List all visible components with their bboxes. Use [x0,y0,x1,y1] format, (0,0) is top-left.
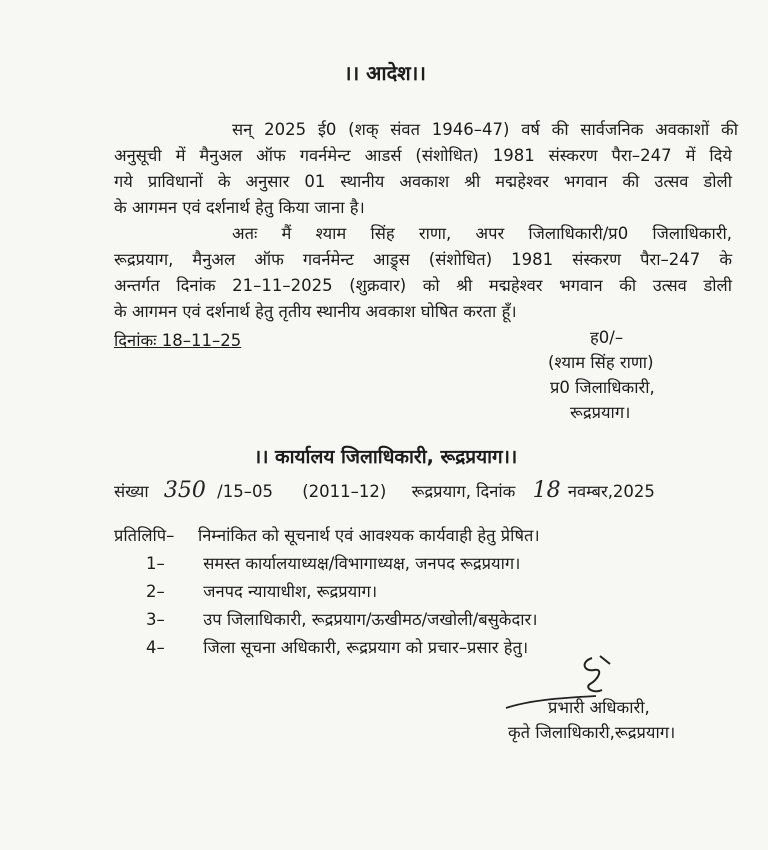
para2-line-1: अतः मैं श्याम सिंह राणा, अपर जिलाधिकारी/प्र0 जिलाधिकारी, [232,224,732,243]
order-title: ।। आदेश।। [344,61,426,85]
signatory-place: रूद्रप्रयाग। [570,403,631,422]
ref-year: (2011–12) [302,482,387,501]
office-heading: ।। कार्यालय जिलाधिकारी, रूद्रप्रयाग।। [254,446,518,468]
list-item-number: 1– [146,554,165,573]
signatory-name: (श्याम सिंह राणा) [548,353,654,372]
para1-line-2: अनुसूची में मैनुअल ऑफ गवर्नमेन्ट आडर्स (संशोधित) 1981 संस्करण पैरा–247 में दिये [114,146,732,165]
list-item-text: जनपद न्यायाधीश, रूद्रप्रयाग। [203,582,378,601]
para2-line-2: रूद्रप्रयाग, मैनुअल ऑफ गवर्नमेन्ट आड्र्स (संशोधित) 1981 संस्करण पैरा–247 के [114,250,732,269]
para2-line-4: के आगमन एवं दर्शनार्थ हेतु तृतीय स्थानीय अवकाश घोषित करता हूँ। [114,302,517,321]
list-item [146,609,537,631]
on-behalf-line: कृते जिलाधिकारी,रूद्रप्रयाग। [508,723,676,742]
copy-label: प्रतिलिपि– [114,526,175,545]
list-item [146,553,520,575]
ref-suffix: /15–05 [217,482,273,501]
reference-line [114,480,655,503]
para1-line-4: के आगमन एवं दर्शनार्थ हेतु किया जाना है। [114,198,365,217]
list-item [146,581,377,603]
ref-label: संख्या [114,482,149,501]
ref-number: 350 [163,478,206,503]
list-item-text: समस्त कार्यालयाध्यक्ष/विभागाध्यक्ष, जनपद रूद्रप्रयाग। [203,554,521,573]
ref-day: 18 [532,478,561,503]
list-item-text: उप जिलाधिकारी, रूद्रप्रयाग/ऊखीमठ/जखोली/बसुकेदार। [203,610,538,629]
list-item-number: 3– [146,610,165,629]
para1-line-1: सन् 2025 ई0 (शक् संवत 1946–47) वर्ष की सार्वजनिक अवकाशों की [232,120,738,139]
signatory-designation: प्र0 जिलाधिकारी, [550,378,655,397]
ref-month-year: नवम्बर,2025 [567,482,655,501]
list-item-number: 2– [146,582,165,601]
list-item-number: 4– [146,638,165,657]
para2-line-3: अन्तर्गत दिनांक 21–11–2025 (शुक्रवार) को श्री मद्महेश्वर भगवान की उत्सव डोली [114,276,732,295]
list-item [146,637,528,659]
para1-line-3: गये प्राविधानों के अनुसार 01 स्थानीय अवकाश श्री मद्महेश्वर भगवान की उत्सव डोली [114,172,732,191]
sd-mark: ह0/– [590,328,624,347]
list-item-text: जिला सूचना अधिकारी, रूद्रप्रयाग को प्रचार–प्रसार हेतु। [203,638,529,657]
copy-intro: निम्नांकित को सूचनार्थ एवं आवश्यक कार्यवाही हेतु प्रेषित। [198,526,540,545]
officer-designation: प्रभारी अधिकारी, [548,698,650,717]
order-date: दिनांकः 18–11–25 [114,331,242,350]
ref-place-date: रूद्रप्रयाग, दिनांक [411,482,516,501]
